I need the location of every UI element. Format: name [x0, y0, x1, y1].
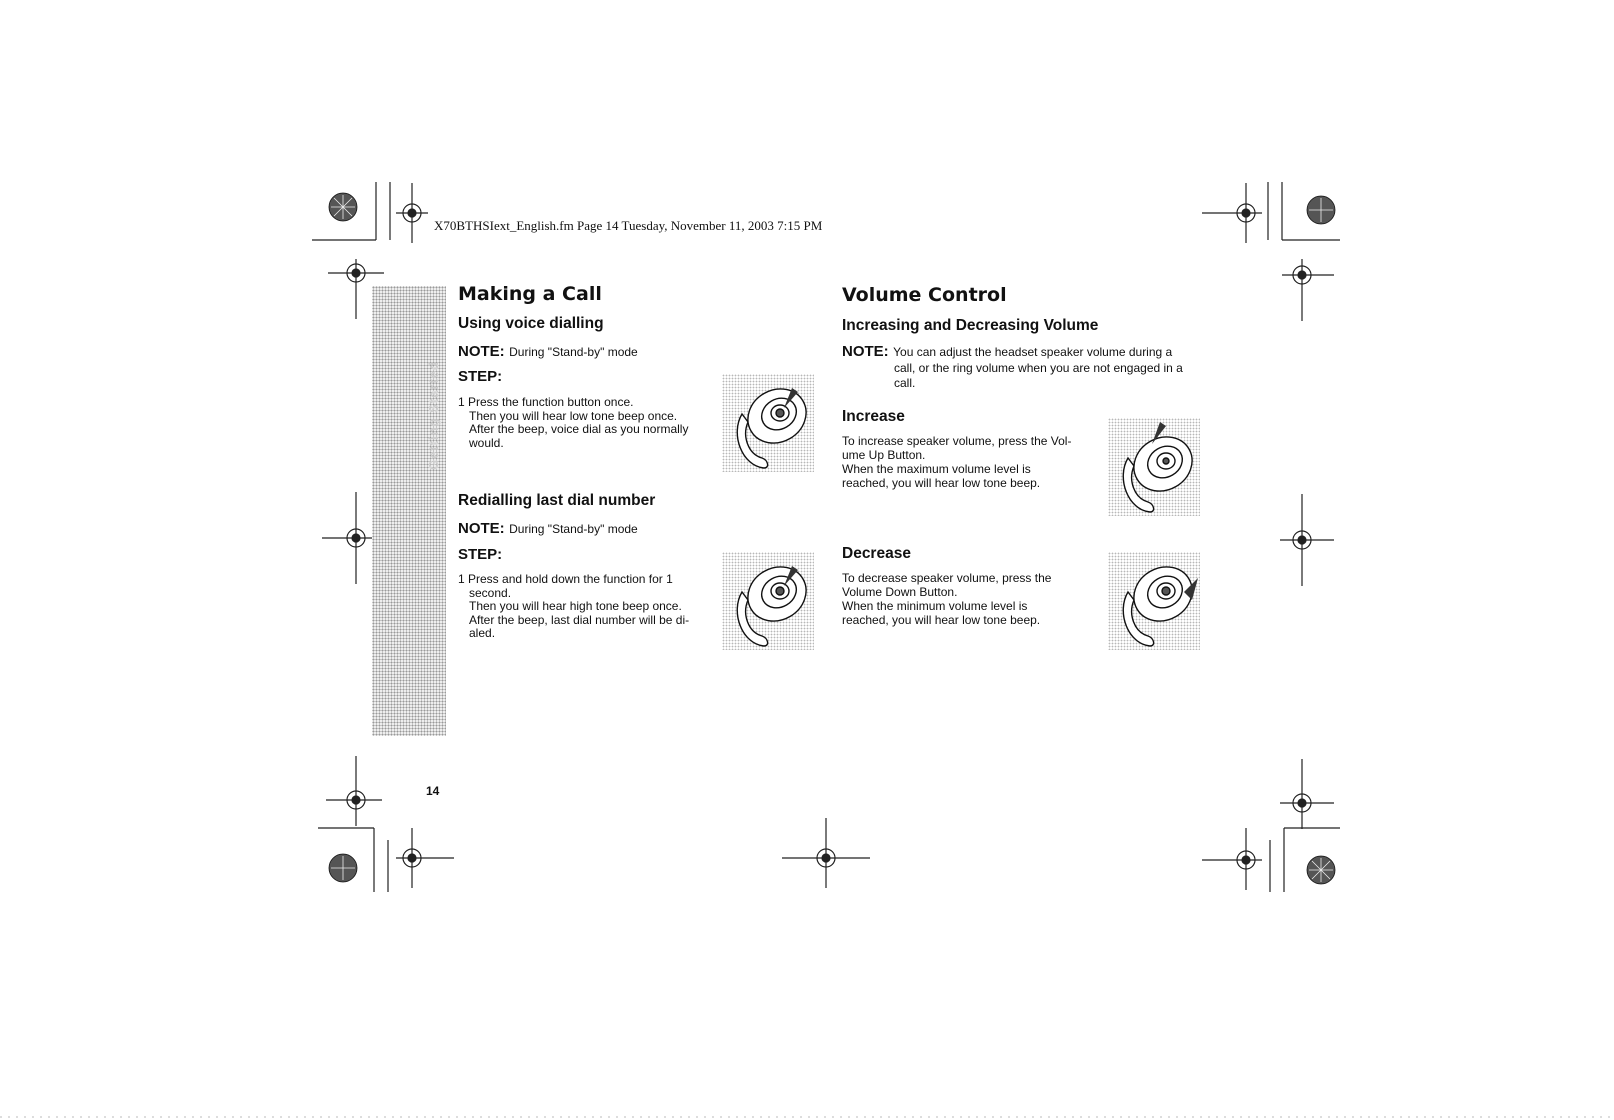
step-line: Then you will hear high tone beep once. [469, 599, 682, 613]
making-a-call-title: Making a Call [458, 283, 602, 305]
volume-subtitle: Increasing and Decreasing Volume [842, 317, 1099, 334]
redial-steps [458, 573, 718, 641]
note-line: call. [894, 376, 916, 390]
side-tab-label: Getting Started [426, 361, 441, 470]
note-label: NOTE: [842, 343, 889, 360]
increase-line: To increase speaker volume, press the Vol- [842, 434, 1072, 448]
step-line: 1 Press and hold down the function for 1 [458, 572, 673, 586]
step-line: aled. [469, 626, 496, 640]
volume-note [842, 343, 1212, 391]
decrease-line: Volume Down Button. [842, 585, 958, 599]
voice-steps [458, 396, 718, 450]
increase-line: reached, you will hear low tone beep. [842, 476, 1041, 490]
page-number: 14 [426, 784, 440, 798]
step-line: Then you will hear low tone beep once. [469, 408, 678, 423]
note-line: You can adjust the headset speaker volume during a [893, 345, 1173, 359]
headset-icon [722, 374, 814, 472]
redial-note [458, 520, 638, 538]
note-text: During "Stand-by" mode [509, 522, 638, 536]
note-line: call, or the ring volume when you are not engaged in a [894, 361, 1183, 375]
step-line: 1 Press the function button once. [458, 395, 634, 409]
decrease-heading: Decrease [842, 545, 911, 562]
note-label: NOTE: [458, 343, 505, 360]
redial-subtitle: Redialling last dial number [458, 492, 656, 509]
step-line: would. [469, 435, 504, 450]
step-line: second. [469, 585, 512, 600]
volume-control-title: Volume Control [842, 284, 1007, 306]
note-label: NOTE: [458, 520, 505, 537]
headset-icon [1108, 552, 1200, 650]
file-header: X70BTHSIext_English.fm Page 14 Tuesday, November 11, 2003 7:15 PM [434, 218, 823, 233]
decrease-text [842, 571, 1102, 627]
headset-volume-down-illustration [1108, 552, 1200, 650]
redial-step-label: STEP: [458, 546, 503, 563]
voice-note [458, 343, 638, 361]
step-line: After the beep, last dial number will be di- [469, 612, 690, 627]
decrease-line: To decrease speaker volume, press the [842, 571, 1052, 585]
headset-icon [1108, 418, 1200, 516]
voice-step-label: STEP: [458, 368, 503, 385]
step-line: After the beep, voice dial as you normally [469, 422, 689, 436]
note-text: During "Stand-by" mode [509, 345, 638, 359]
headset-volume-up-illustration [1108, 418, 1200, 516]
headset-icon [722, 552, 814, 650]
headset-redial-illustration [722, 552, 814, 650]
voice-dialling-subtitle: Using voice dialling [458, 315, 604, 332]
headset-function-illustration [722, 374, 814, 472]
increase-line: When the maximum volume level is [842, 462, 1031, 476]
decrease-line: reached, you will hear low tone beep. [842, 613, 1041, 627]
increase-text [842, 434, 1102, 490]
increase-line: ume Up Button. [842, 448, 926, 462]
decrease-line: When the minimum volume level is [842, 599, 1028, 613]
increase-heading: Increase [842, 408, 905, 425]
